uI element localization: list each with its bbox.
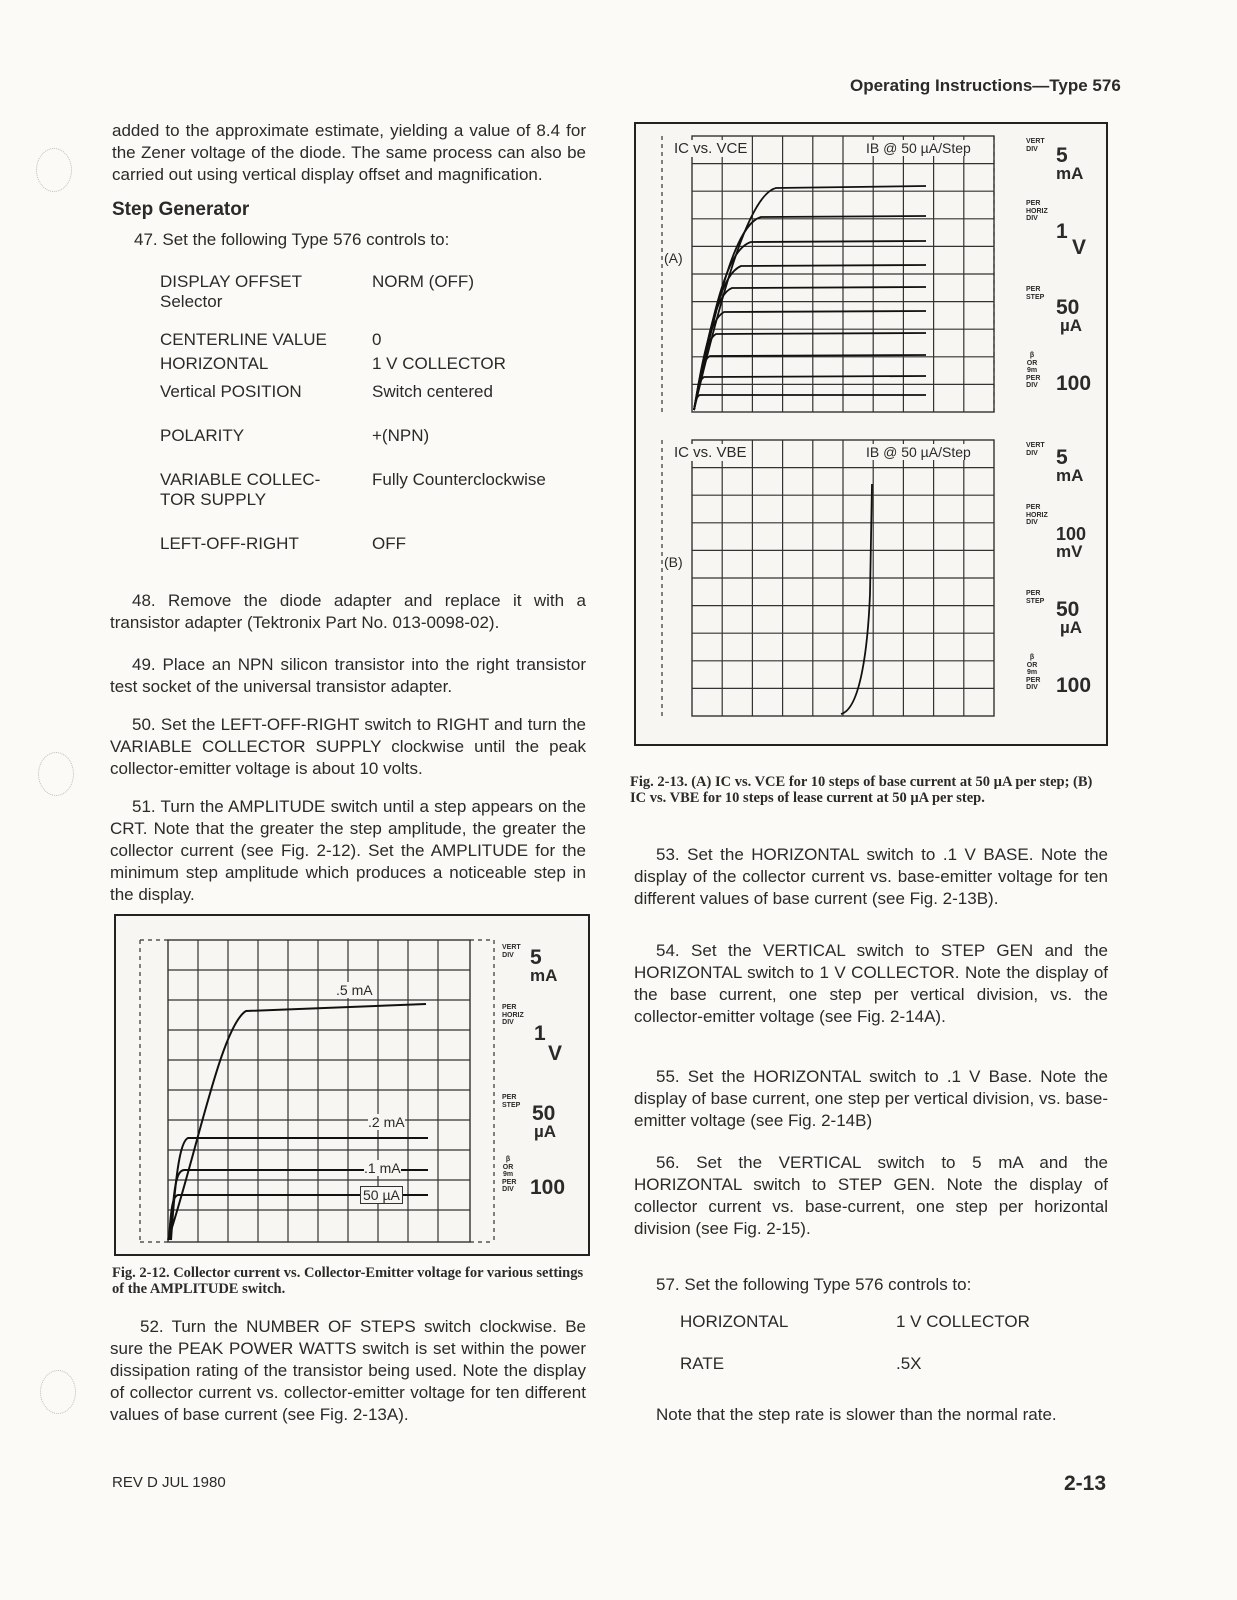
control-value: 0 [372, 330, 382, 349]
step-53: 53. Set the HORIZONTAL switch to .1 V BASE. Note the display of the collector current vs. base-emitter voltage for ten different values of base current (see Fig. 2-13B). [634, 845, 1108, 908]
step-47: 47. Set the following Type 576 controls to: [134, 230, 450, 249]
control-name: HORIZONTAL [680, 1312, 789, 1331]
running-header: Operating Instructions—Type 576 [850, 76, 1121, 95]
readout-value: 100 [530, 1176, 566, 1199]
punch-hole [36, 148, 72, 192]
curve-label: 50 µA [360, 1186, 403, 1204]
readout-unit: µA [1060, 618, 1083, 637]
chart-a-tag: (A) [664, 250, 683, 266]
per-step-label: PER STEP [502, 1094, 521, 1109]
chart-b-tag: (B) [664, 554, 683, 570]
readout-unit: mV [1056, 542, 1083, 561]
step-50: 50. Set the LEFT-OFF-RIGHT switch to RIGHT and turn the VARIABLE COLLECTOR SUPPLY clockwise until the peak collector-emitter voltage is about 10 volts. [110, 715, 586, 778]
step-51: 51. Turn the AMPLITUDE switch until a step appears on the CRT. Note that the greater the step amplitude, the greater the collector current (see Fig. 2-12). Set the AMPLITUDE for the minimum step amplitude which produces a noticeable step in the display. [110, 797, 586, 904]
beta-label: β OR 9m PER DIV [1026, 654, 1041, 691]
control-name: Vertical POSITION [160, 382, 302, 401]
chart-a-title: IC vs. VCE [674, 140, 748, 157]
footer-revision: REV D JUL 1980 [112, 1474, 226, 1491]
readout-unit: mA [530, 966, 558, 985]
figure-2-13 [634, 122, 1108, 746]
readout-unit: µA [534, 1122, 557, 1141]
control-name: DISPLAY OFFSET Selector [160, 272, 303, 311]
step-49: 49. Place an NPN silicon transistor into the right transistor test socket of the universal transistor adapter. [110, 655, 586, 696]
control-name: RATE [680, 1354, 725, 1373]
horiz-div-label: PER HORIZ DIV [1026, 200, 1048, 222]
punch-hole [40, 1370, 76, 1414]
control-value: 1 V COLLECTOR [896, 1312, 1030, 1331]
right-column-steps [634, 844, 1108, 1296]
control-name: VARIABLE COLLEC- TOR SUPPLY [160, 470, 321, 509]
figure-2-12-caption: Fig. 2-12. Collector current vs. Collector-Emitter voltage for various settings of the AMPLITUDE switch. [112, 1265, 584, 1297]
readout-unit: mA [1056, 164, 1084, 183]
control-value: Switch centered [372, 382, 493, 401]
controls-table-47 [160, 272, 546, 554]
vert-div-label: VERT DIV [1026, 138, 1045, 153]
control-name: LEFT-OFF-RIGHT [160, 534, 299, 553]
control-value: +(NPN) [372, 426, 430, 445]
control-value: .5X [896, 1354, 922, 1373]
vert-div-label: VERT DIV [1026, 442, 1045, 457]
step-52-block [110, 1316, 586, 1426]
chart-b-title: IC vs. VBE [674, 444, 747, 461]
readout-value: 1 [534, 1022, 546, 1045]
vert-div-label: VERT DIV [502, 944, 521, 959]
readout-unit: µA [1060, 316, 1083, 335]
curve-label: .2 mA [368, 1114, 405, 1130]
horiz-div-label: PER HORIZ DIV [502, 1004, 524, 1026]
beta-label: β OR 9m PER DIV [1026, 352, 1041, 389]
punch-hole [38, 752, 74, 796]
curve-label: .1 mA [364, 1160, 401, 1176]
left-column [112, 120, 586, 251]
step-54: 54. Set the VERTICAL switch to STEP GEN and the HORIZONTAL switch to 1 V COLLECTOR. Note the display of the base current, one step per vertical division, vs. the collector-emitter voltage (see Fig. 2-14A). [634, 941, 1108, 1026]
figure-2-12-graticule [116, 916, 588, 1254]
readout-value: 50 [1056, 598, 1080, 621]
step-52: 52. Turn the NUMBER OF STEPS switch clockwise. Be sure the PEAK POWER WATTS switch is set within the power dissipation rating of the transistor being used. Note the display of collector current vs. collector-emitter voltage for ten different values of base current (see Fig. 2-13A). [110, 1317, 586, 1424]
readout-unit: V [548, 1042, 563, 1065]
readout-value: 1 [1056, 220, 1068, 243]
control-name: HORIZONTAL [160, 354, 269, 373]
step-55: 55. Set the HORIZONTAL switch to .1 V Base. Note the display of base current, one step per vertical division, vs. base-emitter voltage (see Fig. 2-14B) [634, 1067, 1108, 1130]
horiz-div-label: PER HORIZ DIV [1026, 504, 1048, 526]
chart-a-step-label: IB @ 50 µA/Step [866, 140, 971, 156]
curve-label: .5 mA [336, 982, 373, 998]
readout-value: 5 [1056, 446, 1068, 469]
readout-value: 100 [1056, 674, 1092, 697]
beta-label: β OR 9m PER DIV [502, 1156, 517, 1193]
figure-2-12 [114, 914, 590, 1256]
left-column-steps [110, 590, 586, 906]
chart-b-step-label: IB @ 50 µA/Step [866, 444, 971, 460]
section-heading: Step Generator [112, 199, 250, 220]
figure-2-13-caption: Fig. 2-13. (A) IC vs. VCE for 10 steps of base current at 50 µA per step; (B) IC vs. VBE for 10 steps of lease current at 50 µA per step. [630, 774, 1093, 806]
note-57: Note that the step rate is slower than the normal rate. [656, 1405, 1057, 1424]
control-name: POLARITY [160, 426, 245, 445]
step-48: 48. Remove the diode adapter and replace it with a transistor adapter (Tektronix Part No. 013-0098-02). [110, 591, 586, 632]
control-value: OFF [372, 534, 406, 553]
readout-value: 50 [1056, 296, 1080, 319]
readout-value: 50 [532, 1102, 556, 1125]
control-value: NORM (OFF) [372, 272, 474, 291]
page-number: 2-13 [1064, 1472, 1107, 1495]
paragraph-intro: added to the approximate estimate, yielding a value of 8.4 for the Zener voltage of the diode. The same process can also be carried out using vertical display offset and magnification. [112, 121, 586, 184]
readout-value: 100 [1056, 372, 1092, 395]
per-step-label: PER STEP [1026, 286, 1045, 301]
step-57: 57. Set the following Type 576 controls to: [656, 1275, 972, 1294]
readout-value: 100 [1056, 524, 1087, 544]
control-name: CENTERLINE VALUE [160, 330, 327, 349]
control-value: Fully Counterclockwise [372, 470, 546, 489]
readout-value: 5 [1056, 144, 1068, 167]
readout-value: 5 [530, 946, 542, 969]
per-step-label: PER STEP [1026, 590, 1045, 605]
control-value: 1 V COLLECTOR [372, 354, 506, 373]
readout-unit: mA [1056, 466, 1084, 485]
step-56: 56. Set the VERTICAL switch to 5 mA and the HORIZONTAL switch to STEP GEN. Note the display of collector current vs. base-current, one step per horizontal division (see Fig. 2-15). [634, 1153, 1108, 1238]
controls-table-57 [680, 1312, 1030, 1374]
readout-unit: V [1072, 236, 1087, 259]
